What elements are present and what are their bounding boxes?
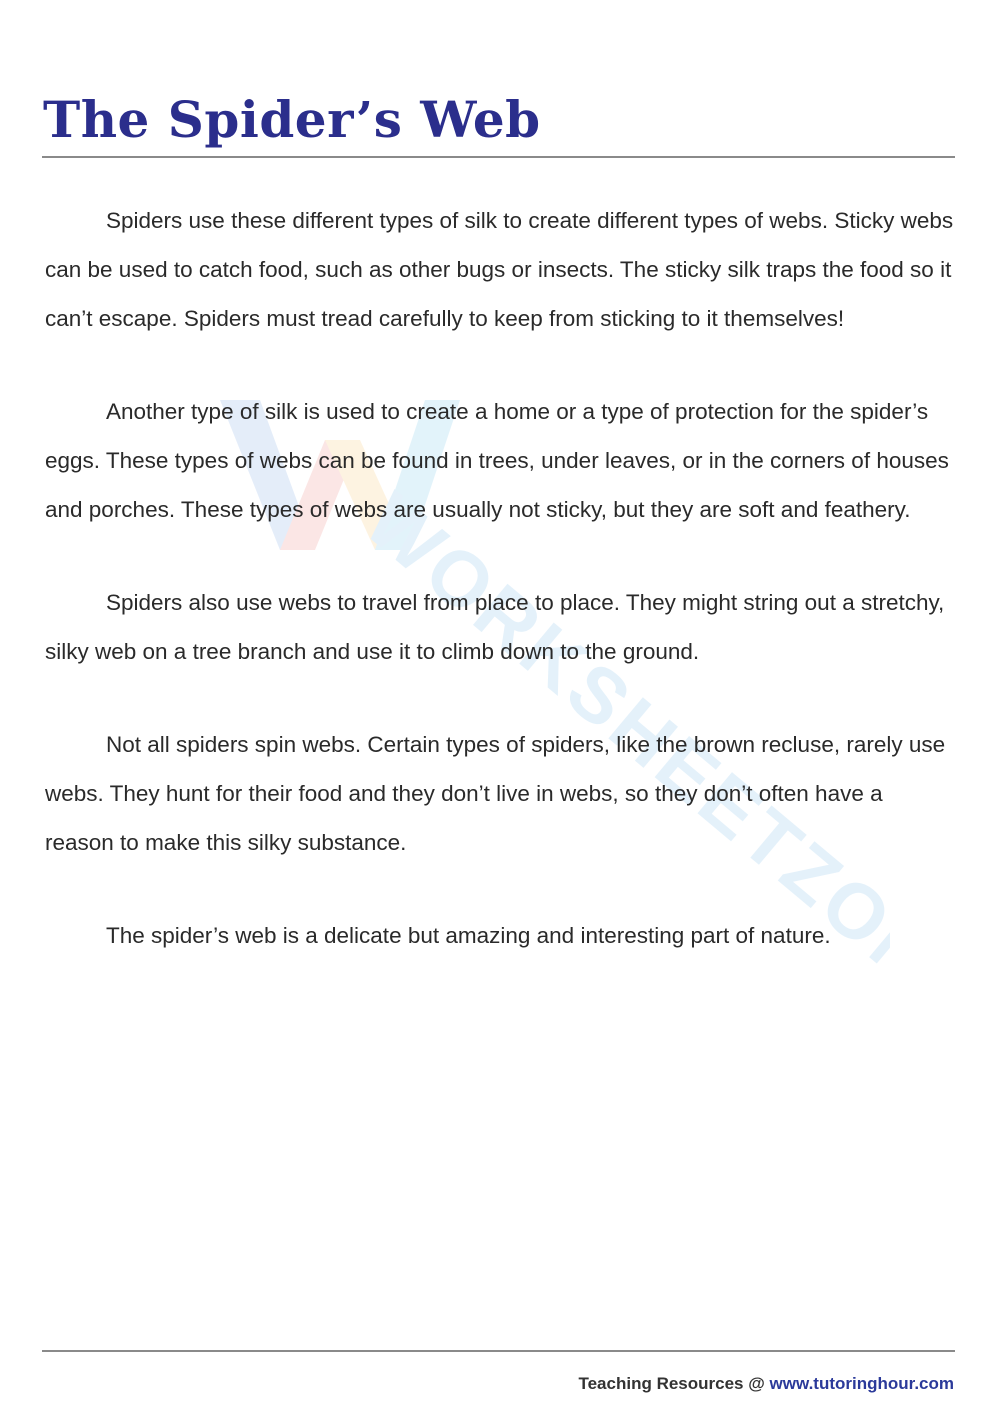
page-title: The Spider’s Web (43, 90, 541, 149)
paragraph: Spiders also use webs to travel from place to place. They might string out a stretchy, silky web on a tree branch and use it to climb down to the ground. (45, 590, 945, 664)
title-divider (42, 156, 955, 158)
paragraph: Not all spiders spin webs. Certain types of spiders, like the brown recluse, rarely use webs. They hunt for their food and they don’t live in webs, so they don’t often have a reason to make this silky substance. (45, 732, 946, 855)
footer-credit (578, 1372, 954, 1396)
footer-link[interactable]: www.tutoringhour.com (769, 1374, 954, 1393)
paragraph: Spiders use these different types of silk to create different types of webs. Sticky webs can be used to catch food, such as other bugs or insects. The sticky silk traps the food so it can’t escape. Spiders must tread carefully to keep from sticking to it themselves! (45, 208, 954, 331)
paragraph: Another type of silk is used to create a home or a type of protection for the spider’s eggs. These types of webs can be found in trees, under leaves, or in the corners of houses and porches. These types of webs are usually not sticky, but they are soft and feathery. (45, 399, 949, 522)
footer-divider (42, 1350, 955, 1352)
paragraph: The spider’s web is a delicate but amazing and interesting part of nature. (106, 923, 831, 948)
footer-prefix: Teaching Resources @ (578, 1374, 770, 1393)
watermark-text: WORKSHEETZONE (349, 475, 890, 1000)
article-body (45, 196, 957, 1004)
